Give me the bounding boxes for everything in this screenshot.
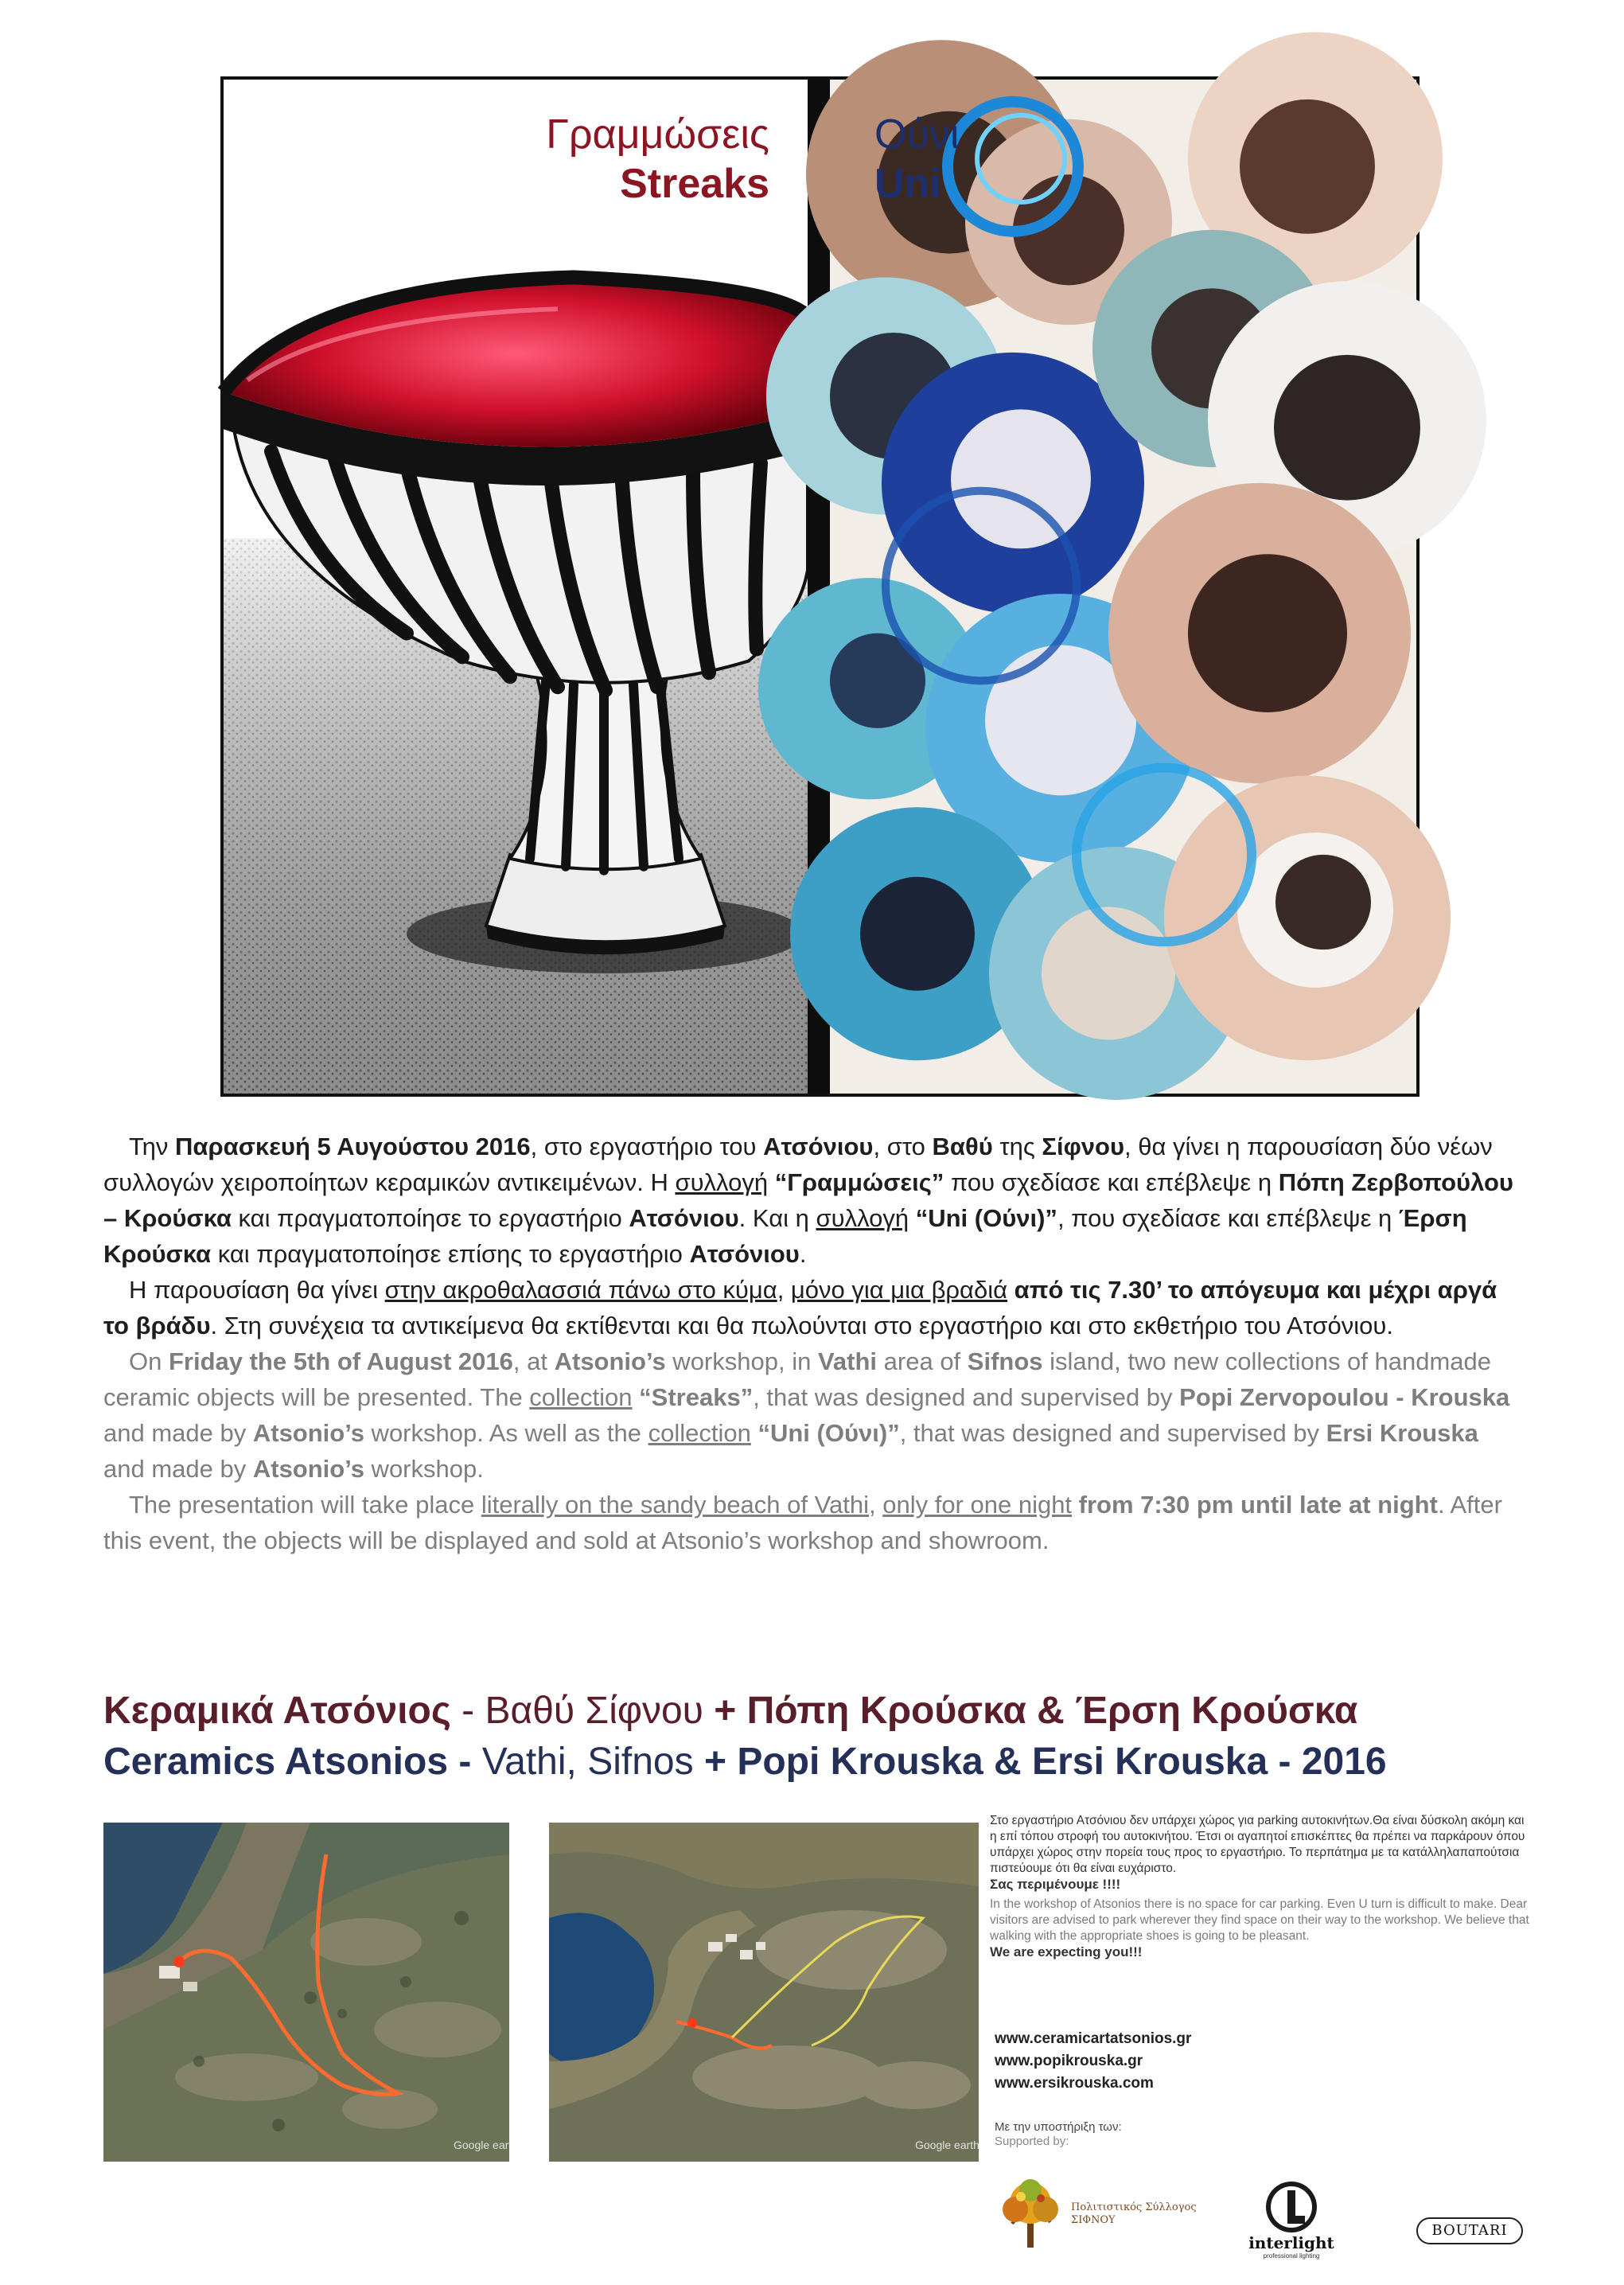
streaks-panel xyxy=(224,80,808,1094)
streaks-bowl-image xyxy=(224,80,808,1094)
supported-by-english: Supported by: xyxy=(995,2135,1069,2148)
text-run: Πόπη Ζερβοπούλου – Κρούσκα xyxy=(103,1168,1513,1232)
event-titles xyxy=(103,1686,1536,1788)
title-greek xyxy=(103,1686,1536,1737)
text-run: “Γραμμώσεις” xyxy=(774,1168,944,1196)
supported-by-greek: Με την υποστήριξη των: xyxy=(995,2120,1122,2134)
parking-info-english xyxy=(990,1897,1531,1961)
text-run: , στο εργαστήριο του xyxy=(530,1133,764,1160)
sponsor-boutari: BOUTARI xyxy=(1416,2217,1523,2244)
text-run: , that was designed and supervised by xyxy=(899,1419,1326,1447)
link-popikrouska[interactable]: www.popikrouska.gr xyxy=(995,2053,1143,2069)
text-run: στην ακροθαλασσιά πάνω στο κύμα xyxy=(384,1276,777,1304)
text-run: “Uni (Ούνι)” xyxy=(915,1204,1057,1232)
supported-by xyxy=(995,2120,1122,2149)
text-run: και πραγματοποίησε το εργαστήριο xyxy=(231,1204,629,1232)
text-run: Sifnos xyxy=(967,1347,1043,1375)
text-run: Παρασκευή 5 Αυγούστου 2016 xyxy=(175,1133,531,1160)
text-run: Atsonio’s xyxy=(252,1419,364,1447)
text-run: Ατσόνιου xyxy=(629,1204,739,1232)
text-run: , at xyxy=(512,1347,555,1375)
text-run: Ατσόνιου xyxy=(763,1133,874,1160)
text-run: literally on the sandy beach of Vathi xyxy=(481,1491,869,1519)
text-run: , θα γίνει η παρουσίαση δύο νέων συλλογών χειροποίητων κεραμικών αντικειμένων. Η xyxy=(103,1133,1493,1196)
text-run: , xyxy=(868,1491,883,1519)
text-run: συλλογή xyxy=(675,1168,769,1196)
text-run xyxy=(768,1168,775,1196)
text-run: Popi Zervopoulou - Krouska xyxy=(1179,1383,1510,1411)
parking-text-greek: Στο εργαστήριο Ατσόνιου δεν υπάρχει χώρος για parking αυτοκινήτων.Θα είναι δύσκολη ακόμη και η επί τόπου στροφή του αυτοκινήτου. Έτσι οι αγαπητοί επισκέπτες θα πρέπει να παρκάρουν όπου υπάρχει χώρος στην πορεία τους προς το εργαστήριο. Το περπάτημα με τα κατάλληλαπαπούτσια πιστεύουμε ότι θα είναι ευχάριστο. xyxy=(990,1814,1525,1875)
sponsor-cultural-association xyxy=(995,2174,1225,2254)
text-run: Η παρουσίαση θα γίνει xyxy=(129,1276,385,1304)
text-run: workshop. xyxy=(364,1455,484,1483)
interlight-logo-icon xyxy=(1264,2179,1319,2235)
text-run: Την xyxy=(129,1133,176,1160)
text-run: . Και η xyxy=(738,1204,816,1232)
uni-rings-image xyxy=(830,80,1416,1094)
expecting-greek: Σας περιμένουμε !!!! xyxy=(990,1877,1121,1892)
text-run: . After this event, the objects will be displayed and sold at Atsonio’s workshop and showroom. xyxy=(103,1491,1502,1554)
link-ceramicartatsonios[interactable]: www.ceramicartatsonios.gr xyxy=(995,2030,1192,2047)
sponsor-1-name xyxy=(1071,2201,1197,2227)
text-run: Ατσόνιου xyxy=(689,1240,800,1268)
text-run: and made by xyxy=(103,1419,253,1447)
text-run: Atsonio’s xyxy=(554,1347,666,1375)
text-run: island, two new collections of handmade ceramic objects will be presented. The xyxy=(103,1347,1492,1411)
text-run: , that was designed and supervised by xyxy=(753,1383,1180,1411)
text-run: Κεραμικά Ατσόνιος xyxy=(103,1690,451,1732)
text-run: Ceramics Atsonios - xyxy=(103,1741,472,1783)
text-run: + Πόπη Κρούσκα & Έρση Κρούσκα xyxy=(714,1690,1358,1732)
text-run xyxy=(909,1204,916,1232)
text-run: Βαθύ xyxy=(932,1133,993,1160)
streaks-title xyxy=(546,110,769,209)
text-run: - Βαθύ Σίφνου xyxy=(450,1690,715,1732)
text-run: , στο xyxy=(873,1133,933,1160)
text-run: Atsonio’s xyxy=(252,1455,364,1483)
uni-panel xyxy=(830,80,1416,1094)
text-run: Έρση Κρούσκα xyxy=(103,1204,1467,1268)
sponsor-2-tagline: professional lighting xyxy=(1263,2252,1320,2260)
text-run: που σχεδίασε και επέβλεψε η xyxy=(944,1168,1279,1196)
text-run: and made by xyxy=(103,1455,253,1483)
greek-paragraph-1 xyxy=(103,1129,1521,1272)
announcement-text xyxy=(103,1129,1521,1558)
text-run: Ersi Krouska xyxy=(1326,1419,1478,1447)
text-run: μόνο για μια βραδιά xyxy=(790,1276,1008,1304)
text-run: collection xyxy=(529,1383,633,1411)
text-run: και πραγματοποίησε επίσης το εργαστήριο xyxy=(211,1240,690,1268)
text-run: The presentation will take place xyxy=(129,1491,481,1519)
uni-title-greek: Ούνι xyxy=(874,111,960,158)
expecting-english: We are expecting you!!! xyxy=(990,1944,1143,1959)
streaks-title-english: Streaks xyxy=(620,161,769,207)
text-run: Vathi, Sifnos xyxy=(471,1741,704,1783)
text-run: “Uni (Ούνι)” xyxy=(757,1419,900,1447)
sponsor-1-name-line1: Πολιτιστικός Σύλλογος xyxy=(1071,2201,1197,2213)
map-satellite-route-2 xyxy=(549,1823,979,2162)
text-run: “Streaks” xyxy=(639,1383,754,1411)
english-paragraph-1 xyxy=(103,1343,1521,1487)
parking-info xyxy=(990,1813,1531,1961)
text-run: από τις 7.30’ το απόγευμα και μέχρι αργά το βράδυ xyxy=(103,1276,1497,1339)
text-run: workshop. As well as the xyxy=(364,1419,648,1447)
text-run: Σίφνου xyxy=(1042,1133,1125,1160)
text-run: from 7:30 pm until late at night xyxy=(1078,1491,1438,1519)
hero-poster xyxy=(220,76,1420,1097)
text-run: only for one night xyxy=(882,1491,1073,1519)
text-run: + Popi Krouska & Ersi Krouska - 2016 xyxy=(703,1741,1387,1783)
map-credit-2: Google earth xyxy=(915,2139,979,2151)
text-run: workshop, in xyxy=(665,1347,818,1375)
sponsor-2-name: interlight xyxy=(1248,2233,1334,2252)
text-run: collection xyxy=(648,1419,751,1447)
greek-paragraph-2 xyxy=(103,1272,1521,1343)
sponsor-interlight xyxy=(1248,2179,1335,2259)
text-run xyxy=(1007,1276,1015,1304)
text-run: συλλογή xyxy=(816,1204,909,1232)
text-run xyxy=(1072,1491,1079,1519)
parking-info-greek xyxy=(990,1813,1531,1893)
website-links xyxy=(995,2028,1191,2095)
map-satellite-route-1 xyxy=(103,1823,518,2162)
english-paragraph-2 xyxy=(103,1487,1521,1558)
text-run: , που σχεδίασε και επέβλεψε η xyxy=(1057,1204,1399,1232)
title-english xyxy=(103,1737,1536,1788)
text-run: της xyxy=(992,1133,1042,1160)
sponsor-1-name-line2: ΣΙΦΝΟΥ xyxy=(1071,2214,1116,2226)
text-run: Vathi xyxy=(817,1347,878,1375)
parking-text-english: In the workshop of Atsonios there is no space for car parking. Even U turn is difficult to make. Dear visitors are advised to park wherever they find space on their way to the workshop. We believe that walking with the appropriate shoes is going to be pleasant. xyxy=(990,1897,1529,1943)
tree-logo-icon xyxy=(995,2174,1066,2254)
text-run: On xyxy=(129,1347,169,1375)
text-run: . Στη συνέχεια τα αντικείμενα θα εκτίθενται και θα πωλούνται στο εργαστήριο και στο εκθετήριο του Ατσόνιου. xyxy=(210,1312,1393,1339)
link-ersikrouska[interactable]: www.ersikrouska.com xyxy=(995,2075,1154,2092)
streaks-title-greek: Γραμμώσεις xyxy=(546,111,769,158)
text-run xyxy=(633,1383,640,1411)
map-credit-1: Google earth xyxy=(454,2139,518,2151)
uni-title-english: Uni xyxy=(874,161,941,207)
text-run: , xyxy=(777,1276,791,1304)
text-run: . xyxy=(799,1240,807,1268)
text-run: area of xyxy=(877,1347,968,1375)
text-run: Friday the 5th of August 2016 xyxy=(168,1347,513,1375)
uni-title xyxy=(874,110,959,209)
